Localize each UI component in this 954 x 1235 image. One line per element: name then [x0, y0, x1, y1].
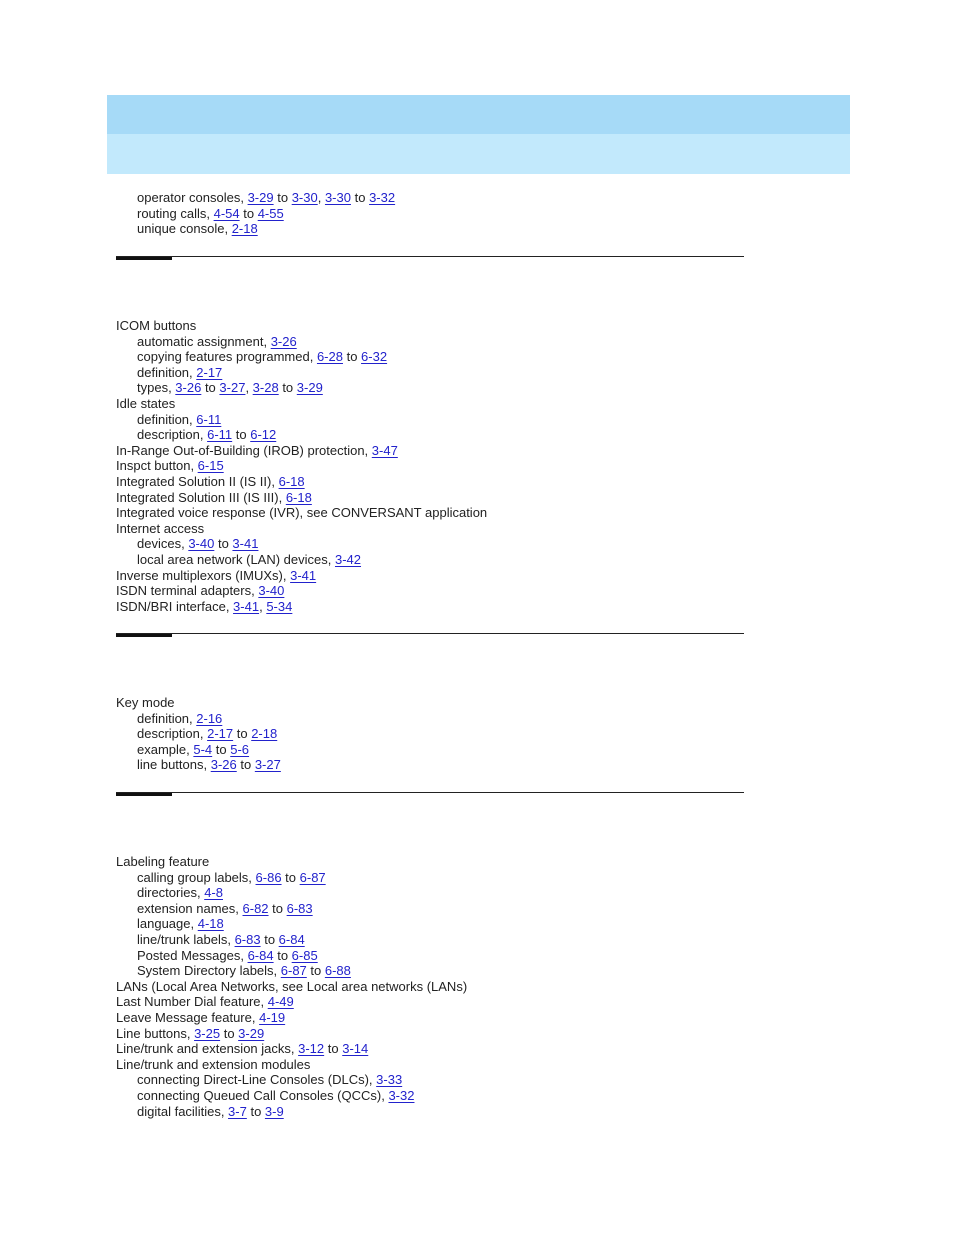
- index-text: to: [201, 380, 220, 396]
- index-text: to: [232, 427, 251, 443]
- index-text: ISDN/BRI interface,: [116, 598, 234, 614]
- index-subentry: [137, 427, 276, 442]
- section-rule-i: [116, 256, 744, 257]
- index-text: unique console,: [137, 221, 232, 237]
- index-text: to: [273, 190, 292, 205]
- page-reference-link[interactable]: 4-8: [204, 885, 223, 901]
- index-text: to: [236, 757, 255, 773]
- index-text: In-Range Out-of-Building (IROB) protection,: [116, 442, 372, 458]
- page-reference-link[interactable]: 6-18: [285, 489, 312, 505]
- page-reference-link[interactable]: 6-28: [316, 349, 343, 365]
- index-subentry: [137, 365, 222, 380]
- index-text: to: [281, 869, 300, 885]
- index-text: to: [260, 932, 279, 947]
- page-reference-link[interactable]: 2-17: [196, 364, 223, 380]
- index-entry: [116, 854, 209, 869]
- page-reference-link[interactable]: 3-26: [175, 380, 202, 396]
- index-subentry: [137, 412, 221, 427]
- index-text: operator consoles,: [137, 190, 248, 205]
- index-entry: [116, 994, 294, 1009]
- index-text: connecting Direct-Line Consoles (DLCs),: [137, 1072, 377, 1088]
- page-reference-link[interactable]: 2-18: [251, 726, 278, 742]
- index-text: Line buttons,: [116, 1025, 195, 1041]
- index-entry: [116, 599, 292, 614]
- page-reference-link[interactable]: 3-27: [219, 380, 246, 396]
- index-entry: [116, 474, 305, 489]
- index-text: to: [214, 536, 233, 552]
- index-entry: [116, 490, 312, 505]
- page-reference-link[interactable]: 6-88: [324, 963, 351, 979]
- index-subentry: [137, 334, 297, 349]
- index-text: Posted Messages,: [137, 947, 248, 963]
- index-entry: [116, 568, 316, 583]
- page-reference-link[interactable]: 3-26: [210, 757, 237, 773]
- index-text: Leave Message feature,: [116, 1010, 260, 1025]
- index-subentry: [137, 742, 249, 757]
- page-reference-link[interactable]: 4-54: [213, 205, 240, 221]
- page-reference-link[interactable]: 4-19: [259, 1010, 286, 1025]
- page-reference-link[interactable]: 4-18: [197, 916, 224, 932]
- page-reference-link[interactable]: 6-11: [196, 411, 222, 427]
- index-text: ISDN terminal adapters,: [116, 583, 259, 599]
- index-text: to: [212, 741, 231, 757]
- page-reference-link[interactable]: 3-7: [228, 1103, 247, 1119]
- page-reference-link[interactable]: 3-29: [247, 190, 274, 205]
- page-reference-link[interactable]: 3-33: [376, 1072, 403, 1088]
- page-reference-link[interactable]: 6-84: [247, 947, 274, 963]
- index-text: to: [306, 963, 325, 979]
- index-text: Line/trunk and extension jacks,: [116, 1041, 299, 1057]
- index-entry: [116, 318, 196, 333]
- index-text: to: [324, 1041, 343, 1057]
- index-subentry: [137, 885, 223, 900]
- index-text: ,: [317, 190, 325, 205]
- index-text: System Directory labels,: [137, 963, 281, 979]
- page-reference-link[interactable]: 6-82: [242, 900, 269, 916]
- index-text: Last Number Dial feature,: [116, 994, 268, 1010]
- index-entry: [116, 1041, 368, 1056]
- page-reference-link[interactable]: 3-42: [334, 552, 362, 567]
- index-entry: [116, 1010, 285, 1025]
- page-reference-link[interactable]: 6-87: [299, 869, 326, 885]
- index-text: Labeling feature: [116, 854, 210, 869]
- index-subentry: [137, 948, 318, 963]
- index-text: Integrated voice response (IVR), see CONVERSANT application: [116, 505, 488, 521]
- index-text: routing calls,: [137, 205, 214, 221]
- page-reference-link[interactable]: 6-84: [278, 932, 305, 947]
- index-entry: [116, 458, 224, 473]
- page-reference-link[interactable]: 3-41: [233, 598, 260, 614]
- index-subentry: [137, 711, 222, 726]
- index-text: ,: [245, 380, 253, 396]
- index-text: copying features programmed,: [137, 349, 317, 365]
- index-text: automatic assignment,: [137, 333, 271, 349]
- index-subentry: [137, 932, 305, 947]
- page-reference-link[interactable]: 3-30: [324, 190, 351, 205]
- index-text: definition,: [137, 364, 197, 380]
- page-reference-link[interactable]: 6-15: [197, 458, 224, 474]
- index-text: Key mode: [116, 695, 175, 710]
- section-rule-k: [116, 633, 744, 634]
- page-reference-link[interactable]: 4-55: [257, 205, 284, 221]
- index-subentry: [137, 536, 258, 551]
- page-reference-link[interactable]: 3-14: [342, 1041, 369, 1057]
- index-text: types,: [137, 380, 176, 396]
- page-reference-link[interactable]: 6-83: [234, 932, 261, 947]
- page-reference-link[interactable]: 6-11: [207, 427, 233, 443]
- page-reference-link[interactable]: 3-12: [298, 1041, 325, 1057]
- page-reference-link[interactable]: 3-32: [388, 1088, 415, 1103]
- index-subentry: [137, 1088, 414, 1103]
- index-text: to: [273, 947, 292, 963]
- index-text: language,: [137, 916, 198, 932]
- index-entry: [116, 505, 487, 520]
- index-text: connecting Queued Call Consoles (QCCs),: [137, 1088, 389, 1103]
- index-subentry: [137, 870, 326, 885]
- page-reference-link[interactable]: 6-83: [286, 900, 313, 916]
- index-text: Line/trunk and extension modules: [116, 1056, 311, 1072]
- header-band-bottom: [107, 134, 850, 174]
- page-reference-link[interactable]: 3-30: [291, 190, 318, 205]
- index-subentry: [137, 916, 224, 931]
- page-reference-link[interactable]: 3-40: [258, 583, 285, 599]
- index-entry: [116, 396, 175, 411]
- page-reference-link[interactable]: 3-29: [238, 1025, 265, 1041]
- index-text: digital facilities,: [137, 1103, 229, 1119]
- index-entry: [116, 443, 398, 458]
- index-text: description,: [137, 726, 208, 742]
- index-text: Integrated Solution III (IS III),: [116, 489, 286, 505]
- index-text: devices,: [137, 536, 189, 552]
- page-reference-link[interactable]: 3-41: [232, 536, 259, 552]
- index-text: definition,: [137, 710, 197, 726]
- index-subentry: [137, 380, 323, 395]
- index-subentry: [137, 963, 351, 978]
- index-text: calling group labels,: [137, 869, 256, 885]
- page-reference-link[interactable]: 5-34: [266, 598, 293, 614]
- index-text: line buttons,: [137, 757, 211, 773]
- page-reference-link[interactable]: 5-6: [230, 741, 250, 757]
- index-text: description,: [137, 427, 208, 443]
- page-reference-link[interactable]: 3-25: [194, 1025, 221, 1041]
- index-text: ,: [259, 598, 267, 614]
- index-text: Idle states: [116, 396, 176, 411]
- page-reference-link[interactable]: 6-87: [280, 963, 307, 979]
- index-subentry: [137, 1072, 402, 1087]
- index-entry: [116, 1057, 310, 1072]
- index-entry: [116, 583, 284, 598]
- header-band-top: [107, 95, 850, 134]
- page-reference-link[interactable]: 6-32: [361, 349, 388, 365]
- page-reference-link[interactable]: 5-4: [193, 741, 213, 757]
- page-reference-link[interactable]: 6-85: [291, 947, 318, 963]
- index-text: to: [246, 1103, 265, 1119]
- page-reference-link[interactable]: 4-49: [267, 994, 294, 1010]
- page-reference-link[interactable]: 3-26: [270, 333, 297, 349]
- index-text: definition,: [137, 411, 197, 427]
- page-reference-link[interactable]: 6-12: [250, 427, 277, 443]
- index-subentry: [137, 1104, 284, 1119]
- index-subentry: [137, 757, 281, 772]
- index-text: to: [233, 726, 252, 742]
- index-text: to: [350, 190, 370, 205]
- index-text: to: [220, 1025, 239, 1041]
- index-text: to: [239, 205, 258, 221]
- page-reference-link[interactable]: 6-18: [278, 474, 305, 489]
- index-text: directories,: [137, 885, 205, 901]
- index-text: Integrated Solution II (IS II),: [116, 474, 279, 489]
- index-subentry: [137, 190, 395, 205]
- index-text: Internet access: [116, 520, 205, 536]
- index-subentry: [137, 349, 387, 364]
- page-reference-link[interactable]: 6-86: [255, 869, 282, 885]
- index-entry: [116, 521, 204, 536]
- page-reference-link[interactable]: 3-47: [371, 442, 398, 458]
- page-reference-link[interactable]: 3-41: [290, 567, 317, 583]
- index-text: to: [268, 900, 287, 916]
- index-text: Inspct button,: [116, 458, 198, 474]
- index-subentry: [137, 901, 313, 916]
- index-text: to: [342, 349, 362, 365]
- page-reference-link[interactable]: 3-29: [296, 380, 323, 396]
- index-text: extension names,: [137, 900, 243, 916]
- page-reference-link[interactable]: 3-40: [188, 536, 215, 552]
- index-text: LANs (Local Area Networks, see Local area networks (LANs): [116, 978, 468, 994]
- index-text: Inverse multiplexors (IMUXs),: [116, 567, 291, 583]
- page-reference-link[interactable]: 2-18: [231, 221, 258, 237]
- index-text: line/trunk labels,: [137, 932, 235, 947]
- index-subentry: [137, 552, 361, 567]
- page-reference-link[interactable]: 3-27: [254, 757, 281, 773]
- page-reference-link[interactable]: 3-9: [264, 1103, 284, 1119]
- index-subentry: [137, 726, 277, 741]
- index-entry: [116, 1026, 264, 1041]
- index-subentry: [137, 206, 284, 221]
- index-entry: [116, 979, 467, 994]
- index-text: to: [278, 380, 297, 396]
- section-rule-l: [116, 792, 744, 793]
- index-subentry: [137, 221, 258, 236]
- index-text: example,: [137, 741, 194, 757]
- page-reference-link[interactable]: 2-17: [207, 726, 234, 742]
- index-entry: [116, 695, 175, 710]
- index-text: ICOM buttons: [116, 318, 197, 333]
- page-reference-link[interactable]: 3-32: [369, 190, 396, 205]
- page-reference-link[interactable]: 2-16: [196, 710, 223, 726]
- index-text: local area network (LAN) devices,: [137, 552, 335, 567]
- page-reference-link[interactable]: 3-28: [252, 380, 279, 396]
